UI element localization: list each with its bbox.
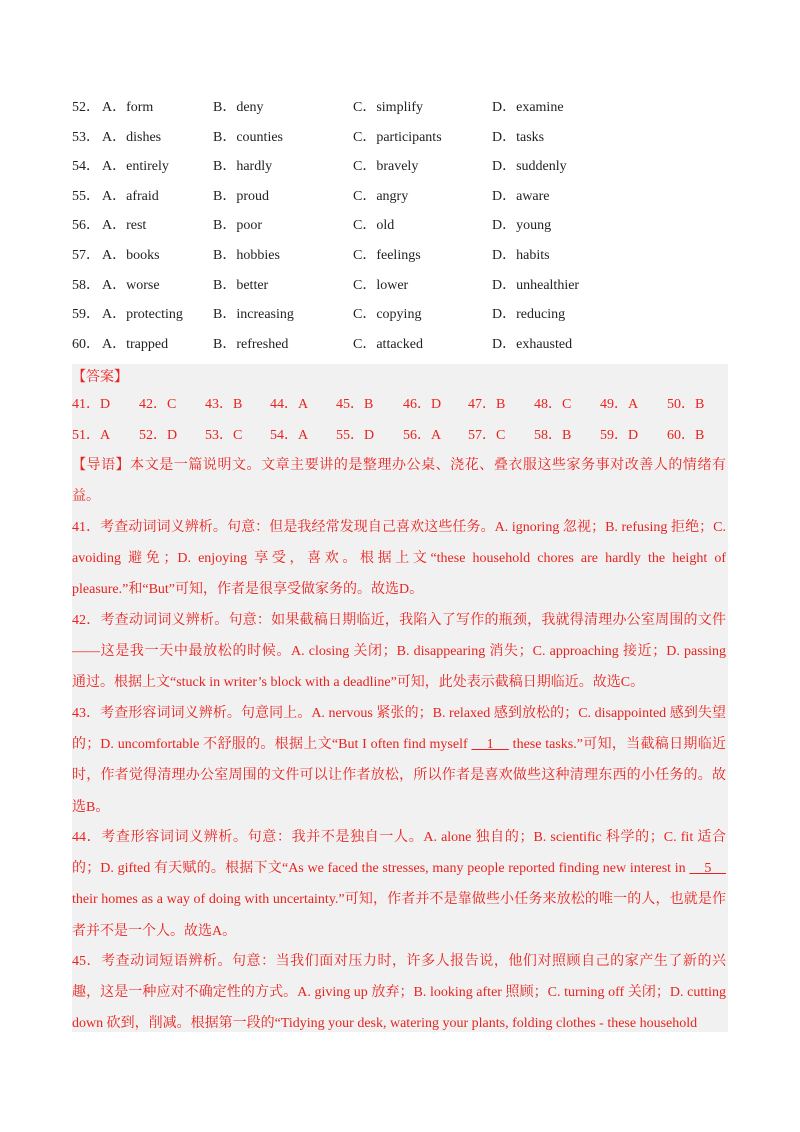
option-a: A．rest bbox=[102, 218, 147, 234]
option-a: A．afraid bbox=[102, 188, 159, 204]
option-a: A．worse bbox=[102, 277, 160, 293]
option-c: C．participants bbox=[353, 129, 442, 145]
answer-item: 41．D bbox=[72, 397, 111, 412]
option-c: C．old bbox=[353, 218, 395, 234]
option-d: D．reducing bbox=[492, 307, 566, 323]
explanation-44-text-end: their homes as a way of doing with uncertainty.”可知，作者并不是靠做些小任务来放松的唯一的人，也就是作者并不是一个人。故选A。 bbox=[72, 892, 726, 939]
option-c: C．copying bbox=[353, 307, 422, 323]
question-number: 53． bbox=[72, 129, 100, 145]
option-b: B．poor bbox=[213, 218, 262, 234]
option-d: D．young bbox=[492, 218, 552, 234]
explanation-43-text-end: these tasks.”可知，当截稿日期临近时，作者觉得清理办公室周围的文件可以让作者放松，所以作者是喜欢做些这种清理东西的小任务的。故选B。 bbox=[72, 737, 726, 815]
answer-item: 59．D bbox=[600, 428, 639, 443]
answer-item: 48．C bbox=[534, 397, 572, 412]
question-number: 52． bbox=[72, 100, 100, 115]
option-b: B．proud bbox=[213, 188, 269, 204]
option-a: A．entirely bbox=[102, 159, 169, 175]
answer-item: 43．B bbox=[205, 397, 243, 412]
question-number: 59． bbox=[72, 307, 100, 323]
answer-item: 58．B bbox=[534, 428, 572, 443]
option-b: B．better bbox=[213, 277, 269, 293]
option-d: D．tasks bbox=[492, 129, 545, 145]
explanation-43-text: 43．考查形容词词义辨析。句意同上。A. nervous 紧张的；B. relaxed 感到放松的；C. disappointed 感到失望的；D. uncomfortable 不舒服的。根据上文“But I often find myself bbox=[72, 706, 726, 753]
option-c: C．feelings bbox=[353, 247, 421, 263]
answer-item: 54．A bbox=[270, 428, 309, 443]
explanation-44-text: 44．考查形容词词义辨析。句意：我并不是独自一人。A. alone 独自的；B. scientific 科学的；C. fit 适合的；D. gifted 有天赋的。根据下文“As we faced the stresses, many people reported finding new interest in bbox=[72, 830, 726, 877]
option-a: A．form bbox=[102, 100, 154, 115]
question-number: 56． bbox=[72, 218, 100, 234]
question-number: 57． bbox=[72, 247, 100, 263]
option-d: D．unhealthier bbox=[492, 277, 580, 293]
option-b: B．hardly bbox=[213, 159, 273, 175]
answer-item: 60．B bbox=[667, 428, 705, 443]
question-number: 55． bbox=[72, 188, 100, 204]
option-c: C．lower bbox=[353, 277, 409, 293]
option-d: D．examine bbox=[492, 100, 564, 115]
option-c: C．simplify bbox=[353, 100, 424, 115]
option-a: A．dishes bbox=[102, 129, 162, 145]
question-number: 60． bbox=[72, 336, 100, 352]
answer-item: 44．A bbox=[270, 397, 309, 412]
option-c: C．attacked bbox=[353, 336, 423, 352]
answer-item: 42．C bbox=[139, 397, 177, 412]
explanation-44 bbox=[72, 822, 726, 947]
blank-5: 5 bbox=[689, 861, 727, 877]
option-c: C．bravely bbox=[353, 159, 419, 175]
explanation-43 bbox=[72, 698, 726, 823]
explanation-45: 45．考查动词短语辨析。句意：当我们面对压力时，许多人报告说，他们对照顾自己的家产生了新的兴趣，这是一种应对不确定性的方式。A. giving up 放弃；B. looking after 照顾；C. turning off 关闭；D. cutting down 砍到，削减。根据第一段的“Tidying your desk, watering your plants, folding clothes - these household bbox=[72, 954, 726, 1032]
answer-row bbox=[72, 426, 728, 446]
explanation-41: 41．考查动词词义辨析。句意：但是我经常发现自己喜欢这些任务。A. ignoring 忽视；B. refusing 拒绝；C. avoiding 避免；D. enjoying 享受，喜欢。根据上文“these household chores are hardly the height of pleasure.”和“But”可知，作者是很享受做家务的。故选D。 bbox=[72, 520, 726, 598]
option-a: A．protecting bbox=[102, 307, 183, 323]
explanation-42: 42．考查动词词义辨析。句意：如果截稿日期临近，我陷入了写作的瓶颈，我就得清理办公室周围的文件——这是我一天中最放松的时候。A. closing 关闭；B. disappearing 消失；C. approaching 接近；D. passing 通过。根据上文“stuck in writer’s block with a deadline”可知，此处表示截稿日期临近。故选C。 bbox=[72, 613, 726, 691]
option-d: D．suddenly bbox=[492, 159, 567, 175]
option-b: B．deny bbox=[213, 100, 264, 115]
option-a: A．books bbox=[102, 247, 160, 263]
option-d: D．habits bbox=[492, 247, 550, 263]
answer-item: 55．D bbox=[336, 428, 375, 443]
option-b: B．increasing bbox=[213, 307, 294, 323]
option-a: A．trapped bbox=[102, 336, 169, 352]
answer-item: 51．A bbox=[72, 428, 111, 443]
blank-1: 1 bbox=[471, 737, 509, 753]
answer-item: 53．C bbox=[205, 428, 243, 443]
answer-item: 57．C bbox=[468, 428, 506, 443]
question-number: 58． bbox=[72, 277, 100, 293]
answer-item: 50．B bbox=[667, 397, 705, 412]
answer-item: 45．B bbox=[336, 397, 374, 412]
answer-item: 46．D bbox=[403, 397, 442, 412]
option-d: D．exhausted bbox=[492, 336, 573, 352]
question-number: 54． bbox=[72, 159, 100, 175]
option-c: C．angry bbox=[353, 188, 409, 204]
option-b: B．hobbies bbox=[213, 247, 280, 263]
answer-section bbox=[72, 364, 728, 1032]
option-b: B．refreshed bbox=[213, 336, 289, 352]
answer-item: 47．B bbox=[468, 397, 506, 412]
guide-paragraph: 【导语】本文是一篇说明文。文章主要讲的是整理办公桌、浇花、叠衣服这些家务事对改善人的情绪有益。 bbox=[72, 458, 726, 505]
answer-item: 52．D bbox=[139, 428, 178, 443]
answer-item: 49．A bbox=[600, 397, 639, 412]
answer-row bbox=[72, 395, 728, 415]
answer-item: 56．A bbox=[403, 428, 442, 443]
answer-heading: 【答案】 bbox=[72, 370, 128, 385]
option-b: B．counties bbox=[213, 129, 283, 145]
option-d: D．aware bbox=[492, 188, 550, 204]
